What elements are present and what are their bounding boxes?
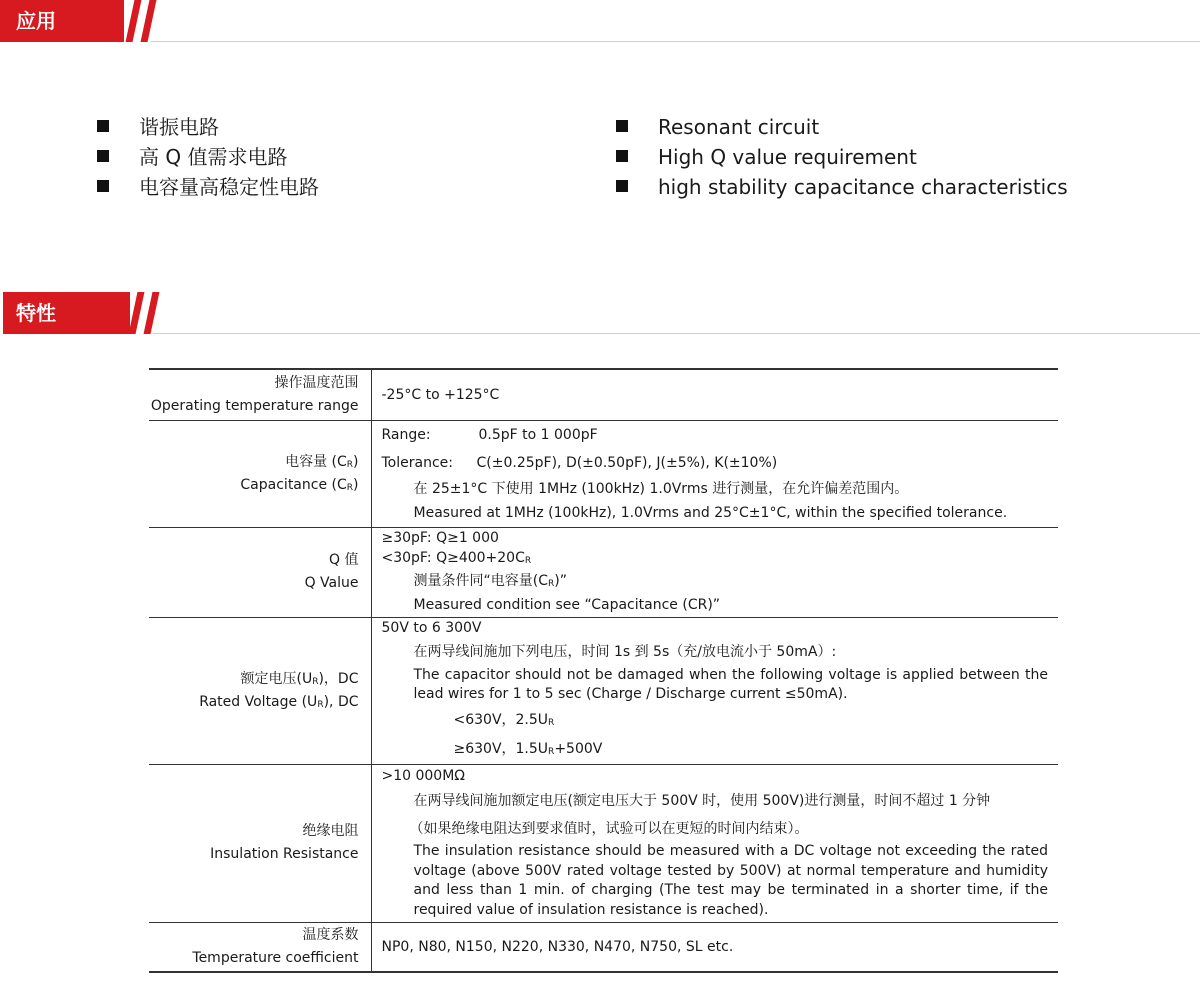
spec-row-rated-voltage xyxy=(149,617,1058,764)
bullet-square-icon xyxy=(97,120,109,132)
spec-label: 电容量 $(C_R)$ Capacitance $(C_R)$ xyxy=(149,420,371,527)
spec-row-temp-coef xyxy=(149,922,1058,972)
bullet-square-icon xyxy=(97,150,109,162)
bullet-square-icon xyxy=(616,180,628,192)
spec-table xyxy=(149,368,1058,973)
spec-label: 额定电压$(U_R)$，DC Rated Voltage $(U_R)$, DC xyxy=(149,617,371,764)
header-rule xyxy=(150,41,1200,42)
spec-label: 绝缘电阻 Insulation Resistance xyxy=(149,764,371,922)
spec-label: Q 值 Q Value xyxy=(149,527,371,617)
bullet-square-icon xyxy=(616,120,628,132)
section-header-characteristics xyxy=(0,292,1200,334)
spec-row-q-value xyxy=(149,527,1058,617)
spec-label: 温度系数 Temperature coefficient xyxy=(149,922,371,972)
header-stripe xyxy=(126,0,142,42)
spec-row-insulation xyxy=(149,764,1058,922)
header-stripe xyxy=(144,292,160,334)
header-stripe xyxy=(129,292,145,334)
spec-value: 50V to 6 300V 在两导线间施加下列电压，时间 1s 到 5s（充/放电流小于 50mA）: The capacitor should not be damaged when the following voltage is applied between the lead wires for 1 to 5 sec (Charge / Discharge current ≤50mA). <630V，$2.5U_R$ ≥630V，$1.5U_R+500V$ xyxy=(381,619,1048,757)
header-rule xyxy=(153,333,1200,334)
spec-value: NP0, N80, N150, N220, N330, N470, N750, SL etc. xyxy=(381,938,734,955)
section-header-application xyxy=(0,0,1200,42)
bullet-square-icon xyxy=(616,150,628,162)
spec-value: -25°C to +125°C xyxy=(381,386,500,403)
spec-value: Range: 0.5pF to 1 000pF Tolerance: C(±0.25pF), D(±0.50pF), J(±5%), K(±10%) 在 25±1°C 下使用 1MHz (100kHz) 1.0Vrms 进行测量，在允许偏差范围内。 Measured at 1MHz (100kHz), 1.0Vrms and 25°C±1°C, within the specified tolerance. xyxy=(381,427,1008,521)
spec-row-capacitance xyxy=(149,420,1058,527)
section-title: 应用 xyxy=(0,0,124,42)
spec-label: 操作温度范围 Operating temperature range xyxy=(149,369,371,420)
bullet-square-icon xyxy=(97,180,109,192)
spec-value: >10 000MΩ 在两导线间施加额定电压(额定电压大于 500V 时，使用 500V)进行测量，时间不超过 1 分钟 （如果绝缘电阻达到要求值时，试验可以在更短的时间内结束）。 The insulation resistance should be measured with a DC voltage not exceeding the rated voltage (above 500V rated voltage tested by 500V) at normal temperature and humidity and less than 1 min. of charging (The test may be terminated in a shorter time, if the required value of insulation resistance is reached). xyxy=(381,768,1048,918)
spec-value: ≥30pF: Q≥1 000 <30pF: $Q\ge 400+20C_R$ 测量条件同“电容量$(C_R)$” Measured condition see “Capacitance (CR)” xyxy=(381,530,721,613)
spec-row-temp-range xyxy=(149,369,1058,420)
section-title: 特性 xyxy=(3,292,130,334)
header-stripe xyxy=(141,0,157,42)
